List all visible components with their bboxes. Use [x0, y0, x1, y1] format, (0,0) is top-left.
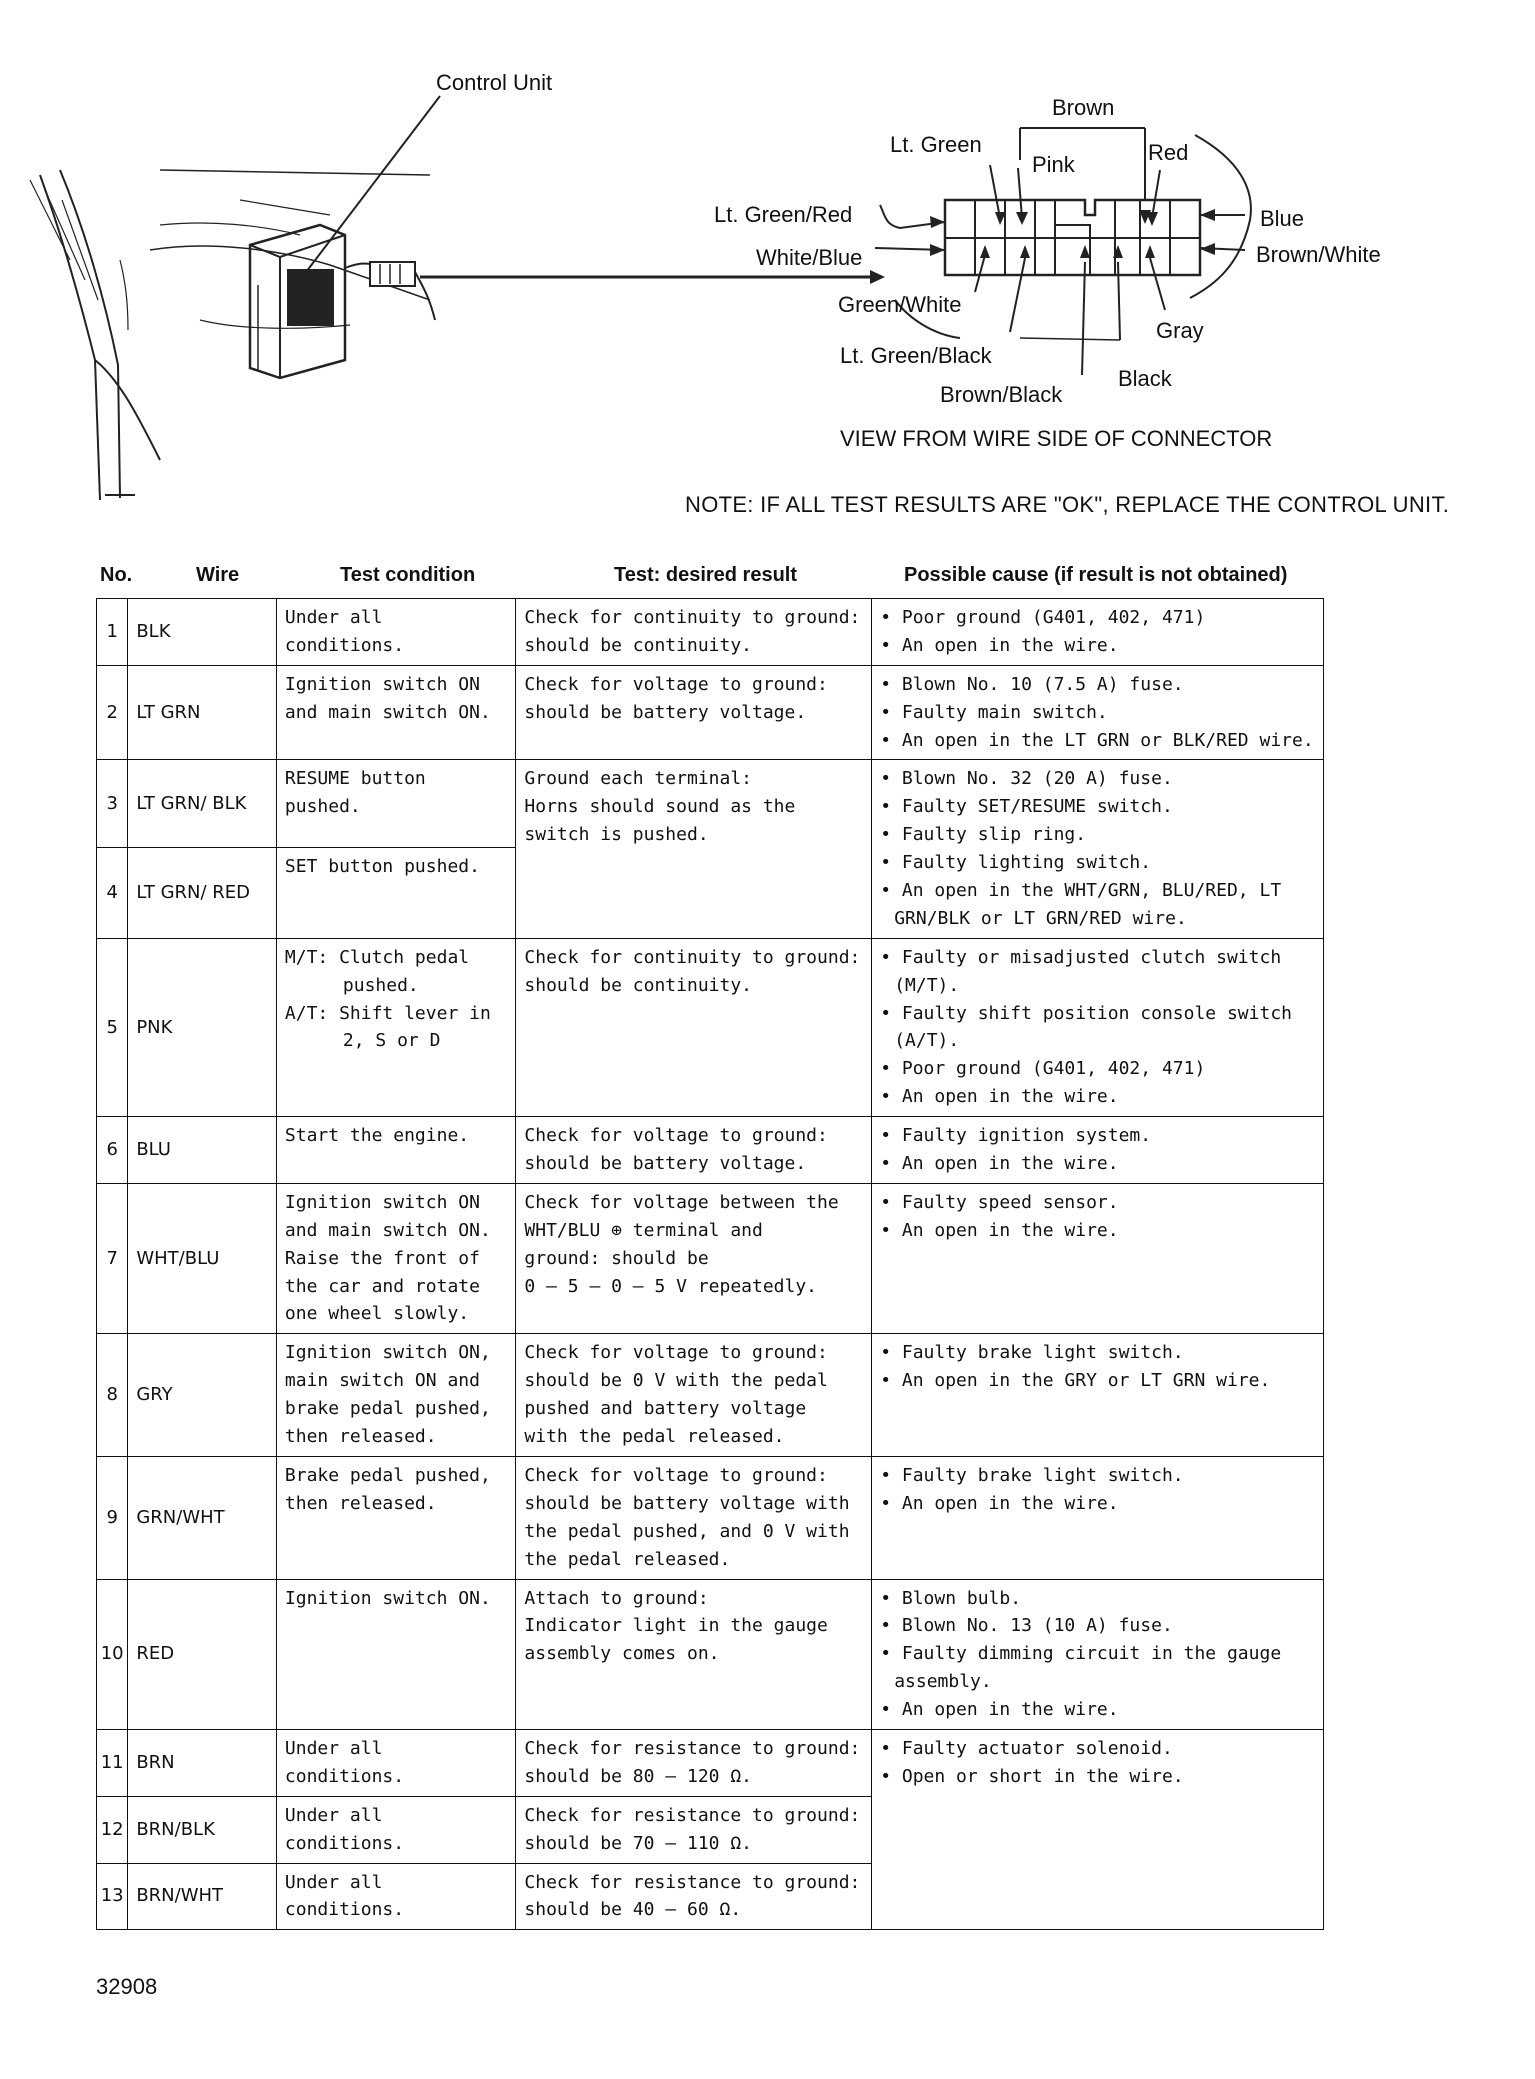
desired-result-cell-line: should be battery voltage with — [524, 1492, 850, 1514]
possible-cause-cell-line: • An open in the wire. — [880, 1219, 1119, 1241]
test-condition-cell-line: Ignition switch ON, — [284, 1342, 491, 1364]
desired-result-cell-line: Check for resistance to ground: — [524, 1871, 861, 1893]
connector-view-caption: VIEW FROM WIRE SIDE OF CONNECTOR — [840, 426, 1273, 451]
possible-cause-cell — [872, 1334, 1324, 1457]
possible-cause-cell — [872, 760, 1324, 938]
header-test-condition: Test condition — [340, 564, 476, 586]
wire-label-lt-green: Lt. Green — [890, 132, 982, 157]
desired-result-cell-line: Horns should sound as the — [524, 796, 796, 818]
desired-result-cell — [516, 1729, 872, 1796]
desired-result-cell — [516, 1183, 872, 1333]
possible-cause-cell-line: • Poor ground (G401, 402, 471) — [880, 1058, 1206, 1080]
header-no: No. — [100, 564, 133, 586]
wire-code: GRN/WHT — [128, 1456, 277, 1579]
test-condition-cell-line: RESUME button — [284, 768, 426, 790]
row-number: 1 — [97, 599, 128, 666]
test-condition-cell-line: 2, S or D — [342, 1030, 441, 1052]
possible-cause-cell — [872, 665, 1324, 760]
row-number: 8 — [97, 1334, 128, 1457]
wire-code: BRN/WHT — [128, 1863, 277, 1930]
possible-cause-cell-line: • Open or short in the wire. — [880, 1765, 1184, 1787]
control-unit-label: Control Unit — [436, 70, 553, 95]
possible-cause-cell — [872, 1183, 1324, 1333]
test-condition-cell-line: SET button pushed. — [284, 855, 480, 877]
desired-result-cell-line: ground: should be — [524, 1247, 709, 1269]
table-row — [97, 1183, 1324, 1333]
test-condition-cell-line: Raise the front of — [284, 1247, 480, 1269]
test-condition-cell-line: then released. — [284, 1492, 437, 1514]
desired-result-cell — [516, 1334, 872, 1457]
test-condition-cell-line: Under all conditions. — [284, 1804, 405, 1854]
test-condition-cell — [276, 665, 516, 760]
possible-cause-cell-line: • Blown bulb. — [880, 1587, 1022, 1609]
row-number: 13 — [97, 1863, 128, 1930]
table-row — [97, 1579, 1324, 1729]
wire-code: LT GRN/ BLK — [128, 760, 277, 847]
test-condition-cell — [276, 1456, 516, 1579]
table-row — [97, 938, 1324, 1116]
test-condition-cell-line: Ignition switch ON — [284, 673, 480, 695]
possible-cause-cell-line: • Faulty or misadjusted clutch switch (M/T). — [880, 946, 1282, 996]
wire-code: BLK — [128, 599, 277, 666]
possible-cause-cell-line: • An open in the WHT/GRN, BLU/RED, LT GRN/BLK or LT GRN/RED wire. — [880, 880, 1282, 929]
test-condition-cell — [276, 760, 516, 847]
test-condition-cell — [276, 1796, 516, 1863]
possible-cause-cell-line: • Faulty shift position console switch (A/T). — [880, 1002, 1292, 1052]
test-condition-cell — [276, 938, 516, 1116]
test-condition-cell-line: and main switch ON. — [284, 1219, 491, 1241]
possible-cause-cell-line: • Faulty lighting switch. — [880, 852, 1152, 874]
wire-code: WHT/BLU — [128, 1183, 277, 1333]
desired-result-cell-line: the pedal pushed, and 0 V with — [524, 1520, 850, 1542]
wire-label-pink: Pink — [1032, 152, 1075, 177]
desired-result-cell-line: should be 80 – 120 Ω. — [524, 1765, 752, 1787]
desired-result-cell-line: should be 40 – 60 Ω. — [524, 1899, 742, 1921]
row-number: 12 — [97, 1796, 128, 1863]
row-number: 2 — [97, 665, 128, 760]
desired-result-cell-line: should be continuity. — [524, 634, 752, 656]
row-number: 3 — [97, 760, 128, 847]
desired-result-cell — [516, 938, 872, 1116]
possible-cause-cell — [872, 938, 1324, 1116]
wire-code: PNK — [128, 938, 277, 1116]
desired-result-cell — [516, 1117, 872, 1184]
possible-cause-cell — [872, 1579, 1324, 1729]
possible-cause-cell-line: • Poor ground (G401, 402, 471) — [880, 607, 1206, 628]
test-condition-cell-line: main switch ON and — [284, 1370, 480, 1392]
table-row — [97, 1117, 1324, 1184]
test-condition-cell-line: A/T: Shift lever in — [284, 1002, 491, 1024]
wire-label-brown-black: Brown/Black — [940, 382, 1063, 407]
wire-label-black: Black — [1118, 366, 1172, 391]
desired-result-cell-line: should be continuity. — [524, 974, 752, 996]
possible-cause-cell-line: • Blown No. 32 (20 A) fuse. — [880, 768, 1173, 790]
desired-result-cell-line: assembly comes on. — [524, 1643, 720, 1665]
desired-result-cell-line: Check for resistance to ground: — [524, 1737, 861, 1759]
figure-number: 32908 — [96, 1974, 158, 1999]
possible-cause-cell — [872, 1729, 1324, 1929]
row-number: 11 — [97, 1729, 128, 1796]
desired-result-cell-line: Check for resistance to ground: — [524, 1804, 861, 1826]
test-condition-cell-line: Start the engine. — [284, 1125, 470, 1147]
wire-code: BRN — [128, 1729, 277, 1796]
possible-cause-cell-line: • Blown No. 10 (7.5 A) fuse. — [880, 673, 1184, 695]
test-condition-cell-line: the car and rotate — [284, 1275, 480, 1297]
possible-cause-cell-line: • Faulty actuator solenoid. — [880, 1737, 1173, 1759]
possible-cause-cell-line: • An open in the GRY or LT GRN wire. — [880, 1370, 1271, 1392]
test-condition-cell-line: Brake pedal pushed, — [284, 1464, 491, 1486]
possible-cause-cell-line: • Faulty speed sensor. — [880, 1191, 1119, 1213]
header-desired-result: Test: desired result — [614, 564, 798, 586]
row-number: 7 — [97, 1183, 128, 1333]
test-condition-cell-line: Ignition switch ON. — [284, 1587, 491, 1609]
test-condition-cell — [276, 599, 516, 666]
possible-cause-cell-line: • An open in the LT GRN or BLK/RED wire. — [880, 729, 1314, 751]
desired-result-cell-line: Ground each terminal: — [524, 768, 752, 790]
wire-code: RED — [128, 1579, 277, 1729]
desired-result-cell — [516, 760, 872, 938]
test-condition-cell — [276, 1579, 516, 1729]
test-condition-cell-line: pushed. — [284, 796, 361, 818]
wire-label-red: Red — [1148, 140, 1189, 165]
wire-code: BRN/BLK — [128, 1796, 277, 1863]
desired-result-cell-line: switch is pushed. — [524, 824, 709, 846]
possible-cause-cell-line: • An open in the wire. — [880, 634, 1119, 656]
row-number: 9 — [97, 1456, 128, 1579]
desired-result-cell-line: Check for continuity to ground: — [524, 607, 861, 628]
desired-result-cell-line: the pedal released. — [524, 1548, 731, 1570]
possible-cause-cell-line: • An open in the wire. — [880, 1153, 1119, 1175]
table-row — [97, 1729, 1324, 1796]
desired-result-cell-line: with the pedal released. — [524, 1426, 785, 1448]
table-row — [97, 665, 1324, 760]
wire-label-brown-white: Brown/White — [1256, 242, 1381, 267]
possible-cause-cell-line: • Faulty brake light switch. — [880, 1342, 1184, 1364]
desired-result-cell — [516, 1863, 872, 1930]
test-condition-cell-line: pushed. — [342, 974, 419, 996]
possible-cause-cell-line: • Faulty slip ring. — [880, 824, 1087, 846]
wire-code: LT GRN/ RED — [128, 847, 277, 938]
possible-cause-cell-line: • Faulty dimming circuit in the gauge assembly. — [880, 1643, 1282, 1693]
desired-result-cell-line: should be 70 – 110 Ω. — [524, 1832, 752, 1854]
wire-code: LT GRN — [128, 665, 277, 760]
possible-cause-cell — [872, 599, 1324, 666]
test-condition-cell — [276, 1183, 516, 1333]
test-table — [96, 598, 1324, 1930]
wire-label-gray: Gray — [1156, 318, 1204, 343]
possible-cause-cell-line: • Faulty SET/RESUME switch. — [880, 796, 1173, 818]
test-condition-cell-line: one wheel slowly. — [284, 1303, 470, 1325]
desired-result-cell — [516, 1579, 872, 1729]
possible-cause-cell-line: • An open in the wire. — [880, 1086, 1119, 1108]
test-condition-cell-line: Ignition switch ON — [284, 1191, 480, 1213]
wire-label-lt-green-red: Lt. Green/Red — [714, 202, 853, 227]
wire-label-white-blue: White/Blue — [756, 245, 863, 270]
possible-cause-cell-line: • Faulty main switch. — [880, 701, 1108, 723]
test-condition-cell — [276, 847, 516, 938]
desired-result-cell-line: should be battery voltage. — [524, 1153, 807, 1175]
desired-result-cell-line: should be battery voltage. — [524, 701, 807, 723]
test-condition-cell-line: then released. — [284, 1426, 437, 1448]
wire-label-brown: Brown — [1052, 95, 1115, 120]
header-possible-cause: Possible cause (if result is not obtained) — [904, 564, 1288, 586]
desired-result-cell-line: Check for voltage to ground: — [524, 1342, 828, 1364]
table-row — [97, 1456, 1324, 1579]
test-condition-cell-line: Under all conditions. — [284, 607, 405, 656]
desired-result-cell-line: Check for voltage to ground: — [524, 673, 828, 695]
test-condition-cell — [276, 1729, 516, 1796]
desired-result-cell-line: pushed and battery voltage — [524, 1398, 807, 1420]
desired-result-cell — [516, 599, 872, 666]
test-condition-cell-line: Under all conditions. — [284, 1737, 405, 1787]
desired-result-cell — [516, 1456, 872, 1579]
desired-result-cell-line: Indicator light in the gauge — [524, 1615, 828, 1637]
row-number: 10 — [97, 1579, 128, 1729]
table-row — [97, 760, 1324, 847]
wire-code: GRY — [128, 1334, 277, 1457]
possible-cause-cell — [872, 1456, 1324, 1579]
desired-result-cell-line: Check for voltage between the — [524, 1191, 839, 1213]
test-condition-cell-line: and main switch ON. — [284, 701, 491, 723]
row-number: 5 — [97, 938, 128, 1116]
wire-label-lt-green-black: Lt. Green/Black — [840, 343, 992, 368]
possible-cause-cell-line: • An open in the wire. — [880, 1492, 1119, 1514]
wire-label-green-white: Green/White — [838, 292, 962, 317]
test-condition-cell — [276, 1334, 516, 1457]
desired-result-cell — [516, 665, 872, 760]
desired-result-cell-line: Check for voltage to ground: — [524, 1464, 828, 1486]
possible-cause-cell-line: • An open in the wire. — [880, 1699, 1119, 1721]
possible-cause-cell-line: • Faulty brake light switch. — [880, 1464, 1184, 1486]
desired-result-cell-line: WHT/BLU ⊕ terminal and — [524, 1219, 763, 1241]
possible-cause-cell-line: • Blown No. 13 (10 A) fuse. — [880, 1615, 1173, 1637]
row-number: 4 — [97, 847, 128, 938]
desired-result-cell-line: should be 0 V with the pedal — [524, 1370, 828, 1392]
test-condition-cell — [276, 1863, 516, 1930]
desired-result-cell-line: 0 — 5 — 0 — 5 V repeatedly. — [524, 1275, 818, 1297]
test-condition-cell — [276, 1117, 516, 1184]
header-wire: Wire — [196, 564, 240, 586]
wire-code: BLU — [128, 1117, 277, 1184]
desired-result-cell — [516, 1796, 872, 1863]
possible-cause-cell — [872, 1117, 1324, 1184]
test-condition-cell-line: Under all conditions. — [284, 1871, 405, 1921]
desired-result-cell-line: Check for voltage to ground: — [524, 1125, 828, 1147]
test-condition-cell-line: M/T: Clutch pedal — [284, 946, 470, 968]
desired-result-cell-line: Check for continuity to ground: — [524, 946, 861, 968]
wire-label-blue: Blue — [1260, 206, 1305, 231]
table-row — [97, 599, 1324, 666]
desired-result-cell-line: Attach to ground: — [524, 1587, 709, 1609]
test-condition-cell-line: brake pedal pushed, — [284, 1398, 491, 1420]
replacement-note: NOTE: IF ALL TEST RESULTS ARE "OK", REPLACE THE CONTROL UNIT. — [685, 492, 1450, 517]
possible-cause-cell-line: • Faulty ignition system. — [880, 1125, 1152, 1147]
row-number: 6 — [97, 1117, 128, 1184]
table-row — [97, 1334, 1324, 1457]
